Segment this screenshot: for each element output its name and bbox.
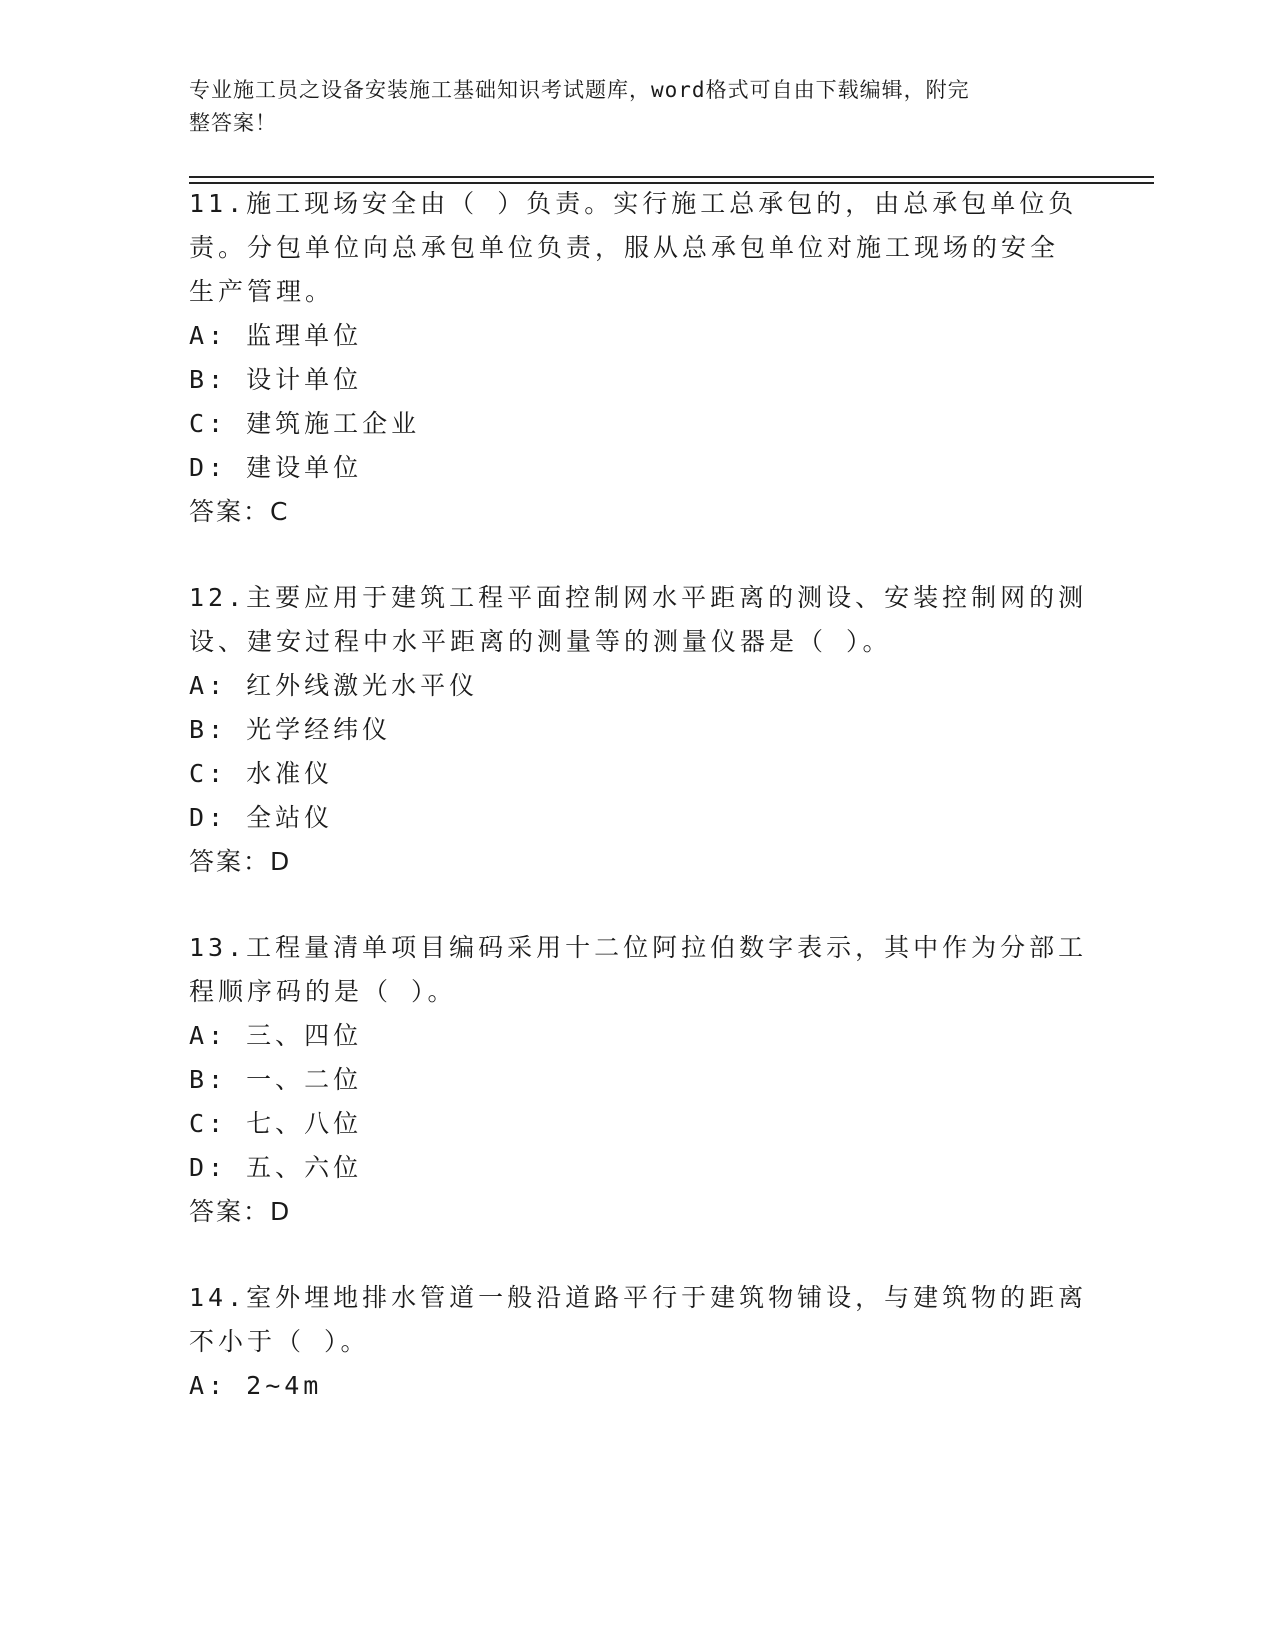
question-text-line: 责。分包单位向总承包单位负责，服从总承包单位对施工现场的安全 [189, 233, 1060, 262]
question-text-line: 不小于（ ）。 [189, 1327, 370, 1356]
option-c: C: 七、八位 [189, 1109, 363, 1138]
option-a: A: 红外线激光水平仪 [189, 671, 479, 700]
option-b: B: 设计单位 [189, 365, 363, 394]
option-d: D: 全站仪 [189, 803, 334, 832]
question-text-line: 程顺序码的是（ ）。 [189, 977, 457, 1006]
header-line-1: 专业施工员之设备安装施工基础知识考试题库，word格式可自由下载编辑，附完 [189, 78, 970, 102]
question-text-line: 14.室外埋地排水管道一般沿道路平行于建筑物铺设，与建筑物的距离 [189, 1283, 1088, 1312]
answer: 答案：D [189, 847, 292, 876]
question-text-line: 11.施工现场安全由（ ）负责。实行施工总承包的，由总承包单位负 [189, 189, 1078, 218]
header-line-2: 整答案！ [189, 111, 277, 135]
option-a: A: 2~4m [189, 1371, 323, 1400]
answer: 答案：D [189, 1197, 292, 1226]
option-b: B: 光学经纬仪 [189, 715, 392, 744]
option-a: A: 监理单位 [189, 321, 363, 350]
option-a: A: 三、四位 [189, 1021, 363, 1050]
question-text-line: 13.工程量清单项目编码采用十二位阿拉伯数字表示，其中作为分部工 [189, 933, 1088, 962]
question-text-line: 生产管理。 [189, 277, 335, 306]
divider-top [189, 176, 1154, 178]
divider-bottom [189, 182, 1154, 184]
answer: 答案：C [189, 497, 290, 526]
option-d: D: 建设单位 [189, 453, 363, 482]
question-text-line: 12.主要应用于建筑工程平面控制网水平距离的测设、安装控制网的测 [189, 583, 1088, 612]
option-c: C: 建筑施工企业 [189, 409, 421, 438]
option-c: C: 水准仪 [189, 759, 334, 788]
question-text-line: 设、建安过程中水平距离的测量等的测量仪器是（ ）。 [189, 627, 892, 656]
option-b: B: 一、二位 [189, 1065, 363, 1094]
option-d: D: 五、六位 [189, 1153, 363, 1182]
